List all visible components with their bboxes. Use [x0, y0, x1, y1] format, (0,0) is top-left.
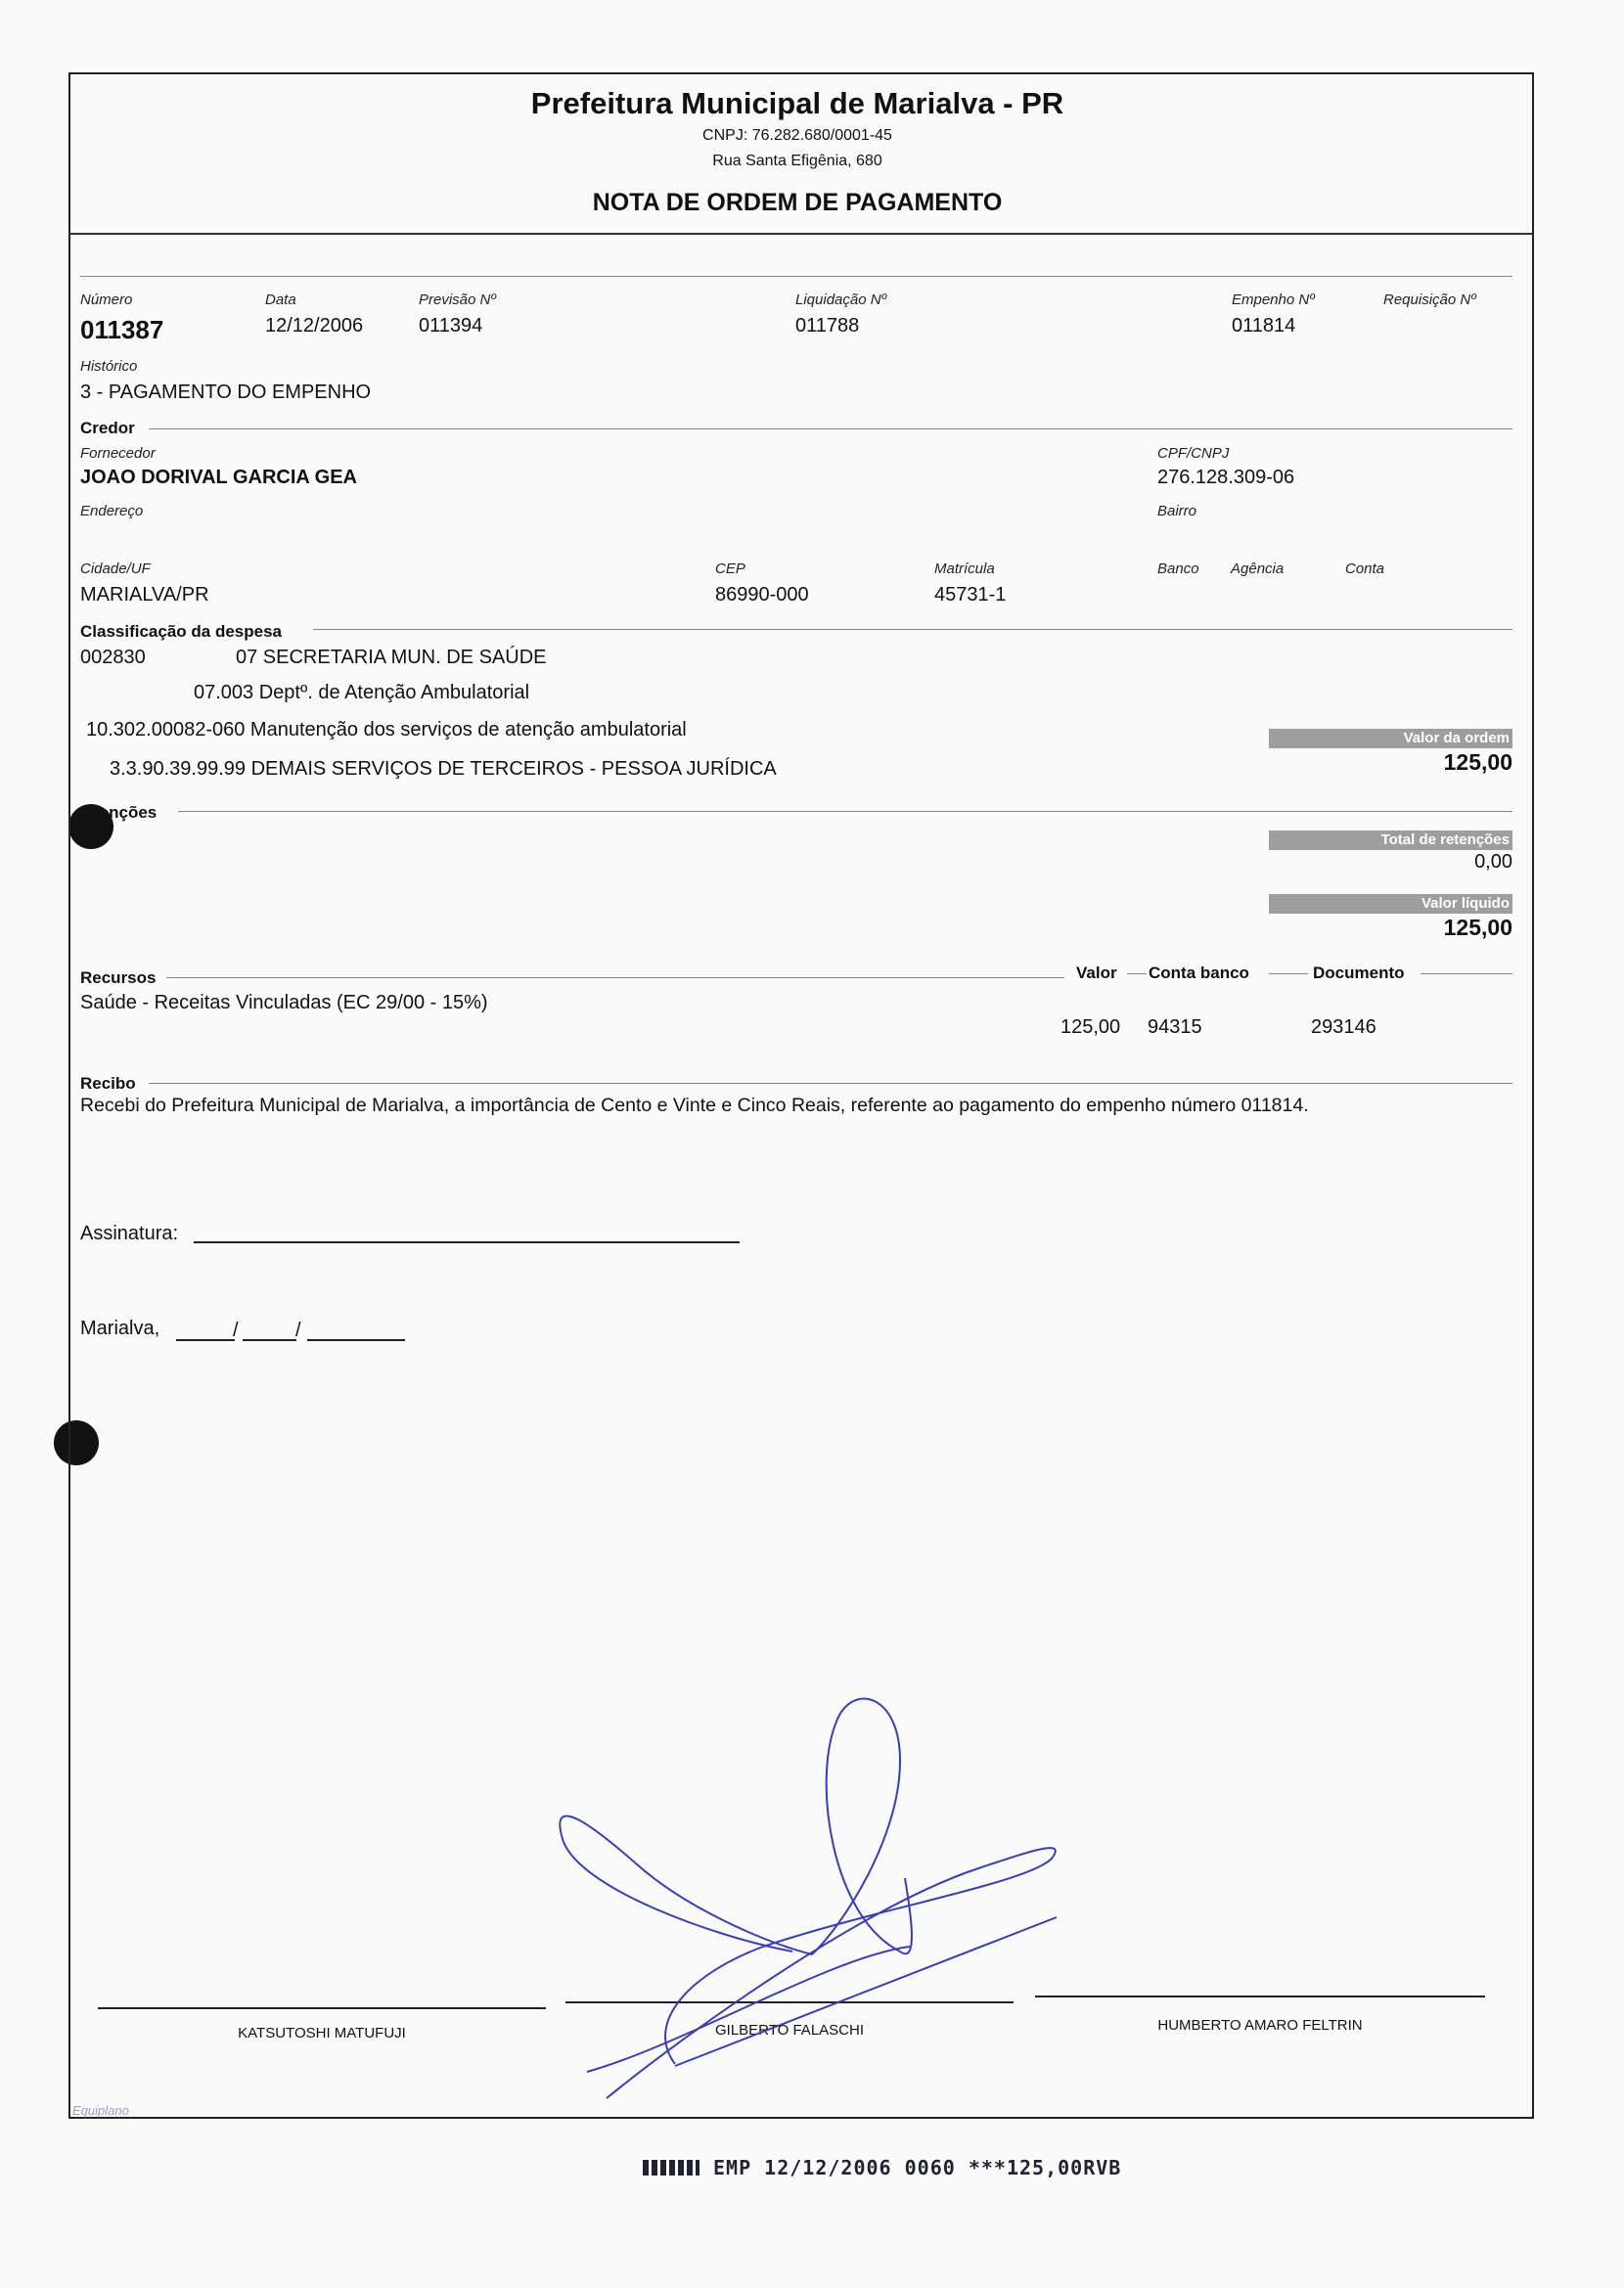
recursos-rule-3: [1269, 973, 1308, 974]
cpf-value: 276.128.309-06: [1157, 467, 1295, 488]
cnpj-text: CNPJ: 76.282.680/0001-45: [702, 127, 892, 144]
recibo-rule: [149, 1083, 1512, 1084]
recursos-documento: 293146: [1311, 1016, 1376, 1038]
header-divider: [68, 233, 1532, 235]
address-text: Rua Santa Efigênia, 680: [712, 153, 882, 169]
signature-line-3: [1035, 1996, 1485, 1997]
total-retencoes-value: 0,00: [1474, 851, 1512, 873]
empenho-label: Empenho Nº: [1232, 292, 1315, 308]
data-label: Data: [265, 292, 296, 308]
recursos-valor-label: Valor: [1076, 964, 1117, 982]
endereco-label: Endereço: [80, 503, 144, 519]
assinatura-label: Assinatura:: [80, 1223, 179, 1244]
retencoes-rule: [178, 811, 1512, 812]
recibo-text: Recebi do Prefeitura Municipal de Marialva, a importância de Cento e Vinte e Cinco Reais, referente ao pagamento do empenho número 011814.: [80, 1095, 1309, 1116]
date-line-month: [243, 1339, 296, 1341]
numero-value: 011387: [80, 315, 164, 344]
agencia-label: Agência: [1231, 561, 1285, 577]
liquidacao-label: Liquidação Nº: [795, 292, 887, 308]
credor-section: Credor: [80, 419, 135, 437]
recursos-descricao: Saúde - Receitas Vinculadas (EC 29/00 - 15%): [80, 992, 488, 1013]
cidade-label: Cidade/UF: [80, 561, 151, 577]
matricula-value: 45731-1: [934, 584, 1007, 606]
recursos-conta-banco: 94315: [1148, 1016, 1202, 1038]
valor-liquido-label: Valor líquido: [1269, 894, 1512, 914]
retencoes-section: tenções: [94, 803, 158, 822]
date-line-year: [307, 1339, 405, 1341]
bank-stamp: [643, 2156, 1121, 2179]
recursos-rule: [166, 977, 1064, 978]
classificacao-line1: 07 SECRETARIA MUN. DE SAÚDE: [236, 647, 547, 668]
signatory-1: KATSUTOSHI MATUFUJI: [238, 2025, 406, 2041]
bairro-label: Bairro: [1157, 503, 1197, 519]
recursos-documento-label: Documento: [1313, 964, 1405, 982]
cpf-label: CPF/CNPJ: [1157, 445, 1230, 462]
signature-line-1: [98, 2007, 546, 2009]
signatory-3: HUMBERTO AMARO FELTRIN: [1157, 2017, 1363, 2034]
local-label: Marialva,: [80, 1318, 160, 1339]
matricula-label: Matrícula: [934, 561, 995, 577]
classificacao-section: Classificação da despesa: [80, 622, 283, 641]
banco-label: Banco: [1157, 561, 1199, 577]
numero-label: Número: [80, 292, 133, 308]
date-slash-1: /: [233, 1320, 239, 1341]
recursos-valor: 125,00: [1060, 1016, 1121, 1038]
valor-liquido-value: 125,00: [1443, 915, 1512, 940]
assinatura-line: [194, 1241, 740, 1243]
recursos-rule-2: [1127, 973, 1147, 974]
classificacao-line3: 10.302.00082-060 Manutenção dos serviços de atenção ambulatorial: [86, 719, 687, 740]
historico-label: Histórico: [80, 358, 138, 375]
fornecedor-label: Fornecedor: [80, 445, 156, 462]
page-title: Prefeitura Municipal de Marialva - PR: [530, 86, 1064, 120]
classificacao-line2: 07.003 Deptº. de Atenção Ambulatorial: [194, 682, 530, 703]
cep-label: CEP: [715, 561, 745, 577]
signature-line-2: [565, 2001, 1014, 2003]
classificacao-rule: [313, 629, 1512, 630]
document-title: NOTA DE ORDEM DE PAGAMENTO: [592, 189, 1003, 216]
classificacao-line4: 3.3.90.39.99.99 DEMAIS SERVIÇOS DE TERCEIROS - PESSOA JURÍDICA: [110, 758, 777, 780]
total-retencoes-label: Total de retenções: [1269, 830, 1512, 850]
liquidacao-value: 011788: [795, 315, 860, 336]
date-slash-2: /: [295, 1320, 301, 1341]
classificacao-code: 002830: [80, 647, 146, 668]
recursos-section: Recursos: [80, 968, 157, 987]
signatory-2: GILBERTO FALASCHI: [715, 2022, 864, 2039]
recursos-conta-label: Conta banco: [1149, 964, 1249, 982]
historico-value: 3 - PAGAMENTO DO EMPENHO: [80, 381, 372, 403]
recibo-section: Recibo: [80, 1074, 136, 1093]
stamp-text: EMP 12/12/2006 0060 ***125,00RVB: [713, 2156, 1122, 2179]
cep-value: 86990-000: [715, 584, 809, 606]
previsao-label: Previsão Nº: [419, 292, 496, 308]
previsao-value: 011394: [419, 315, 483, 336]
conta-label: Conta: [1345, 561, 1385, 577]
data-value: 12/12/2006: [265, 315, 364, 336]
bank-logo-icon: [643, 2160, 699, 2176]
requisicao-label: Requisição Nº: [1383, 292, 1476, 308]
recursos-rule-4: [1421, 973, 1512, 974]
cidade-value: MARIALVA/PR: [80, 584, 209, 606]
info-top-rule: [80, 276, 1512, 277]
date-line-day: [176, 1339, 235, 1341]
valor-ordem-label: Valor da ordem: [1269, 729, 1512, 748]
fornecedor-value: JOAO DORIVAL GARCIA GEA: [80, 467, 357, 488]
empenho-value: 011814: [1232, 315, 1296, 336]
valor-ordem-value: 125,00: [1443, 749, 1512, 775]
software-watermark: Equiplano: [72, 2103, 129, 2118]
credor-rule: [149, 428, 1512, 429]
